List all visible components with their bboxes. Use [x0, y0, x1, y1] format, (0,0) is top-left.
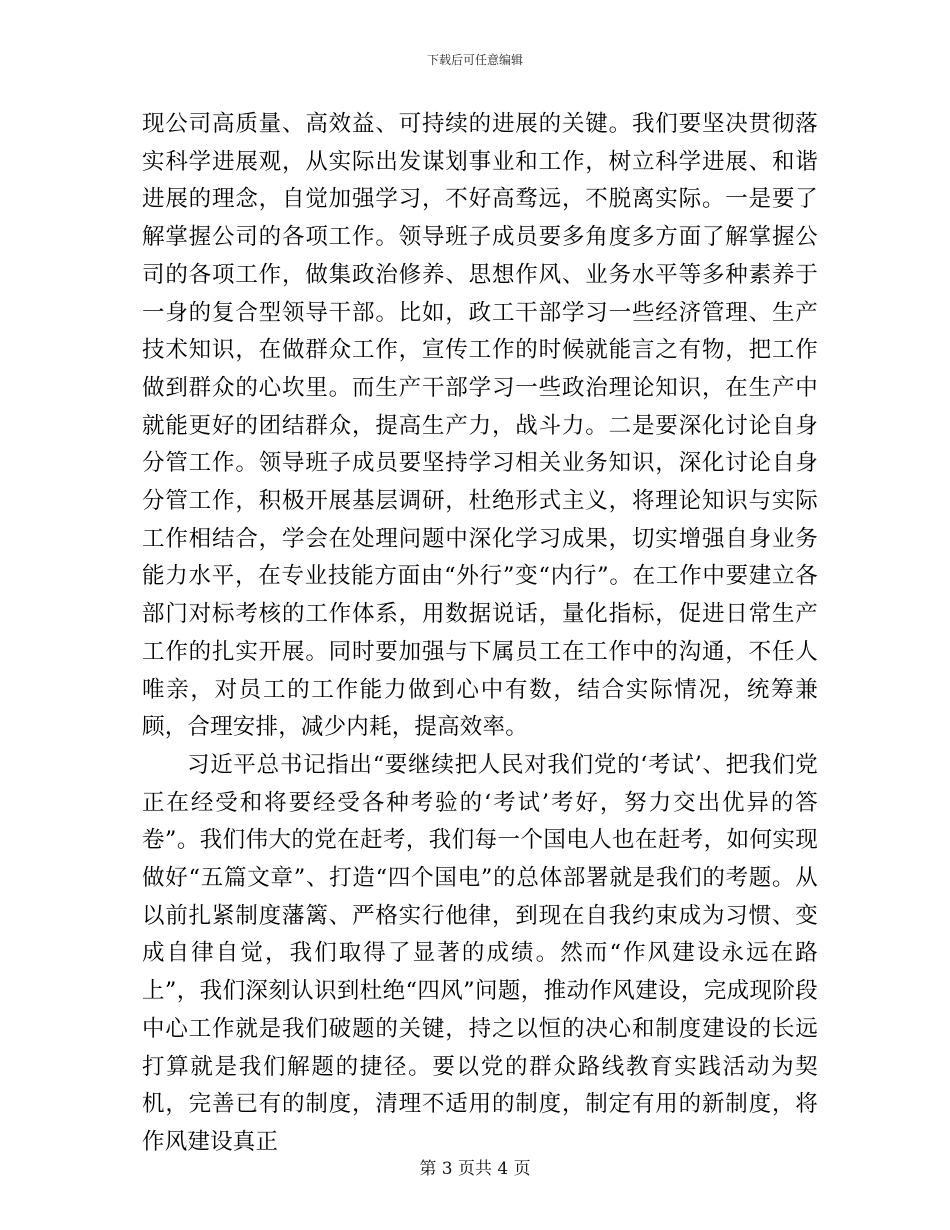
- paragraph-2: 习近平总书记指出“要继续把人民对我们党的‘考试’、把我们党正在经受和将要经受各种考验的‘考试’考好，努力交出优异的答卷”。我们伟大的党在赶考，我们每一个国电人也在赶考，如何实现做好“五篇文章”、打造“四个国电”的总体部署就是我们的考题。从以前扎紧制度藩篱、严格实行他律，到现在自我约束成为习惯、变成自律自觉，我们取得了显著的成绩。然而“作风建设永远在路上”，我们深刻认识到杜绝“四风”问题，推动作风建设，完成现阶段中心工作就是我们破题的关键，持之以恒的决心和制度建设的长远打算就是我们解题的捷径。要以党的群众路线教育实践活动为契机，完善已有的制度，清理不适用的制度，制定有用的新制度，将作风建设真正: [142, 751, 818, 1155]
- paragraph-1: 现公司高质量、高效益、可持续的进展的关键。我们要坚决贯彻落实科学进展观，从实际出发谋划事业和工作，树立科学进展、和谐进展的理念，自觉加强学习，不好高骛远，不脱离实际。一是要了解掌握公司的各项工作。领导班子成员要多角度多方面了解掌握公司的各项工作，做集政治修养、思想作风、业务水平等多种素养于一身的复合型领导干部。比如，政工干部学习一些经济管理、生产技术知识，在做群众工作，宣传工作的时候就能言之有物，把工作做到群众的心坎里。而生产干部学习一些政治理论知识，在生产中就能更好的团结群众，提高生产力，战斗力。二是要深化讨论自身分管工作。领导班子成员要坚持学习相关业务知识，深化讨论自身分管工作，积极开展基层调研，杜绝形式主义，将理论知识与实际工作相结合，学会在处理问题中深化学习成果，切实增强自身业务能力水平，在专业技能方面由“外行”变“内行”。在工作中要建立各部门对标考核的工作体系，用数据说话，量化指标，促进日常生产工作的扎实开展。同时要加强与下属员工在工作中的沟通，不任人唯亲，对员工的工作能力做到心中有数，结合实际情况，统筹兼顾，合理安排，减少内耗，提高效率。: [142, 111, 818, 741]
- page-header-note: 下载后可任意编辑: [426, 53, 523, 67]
- document-body: [142, 106, 818, 1162]
- page-number: 第 3 页共 4 页: [419, 1159, 531, 1179]
